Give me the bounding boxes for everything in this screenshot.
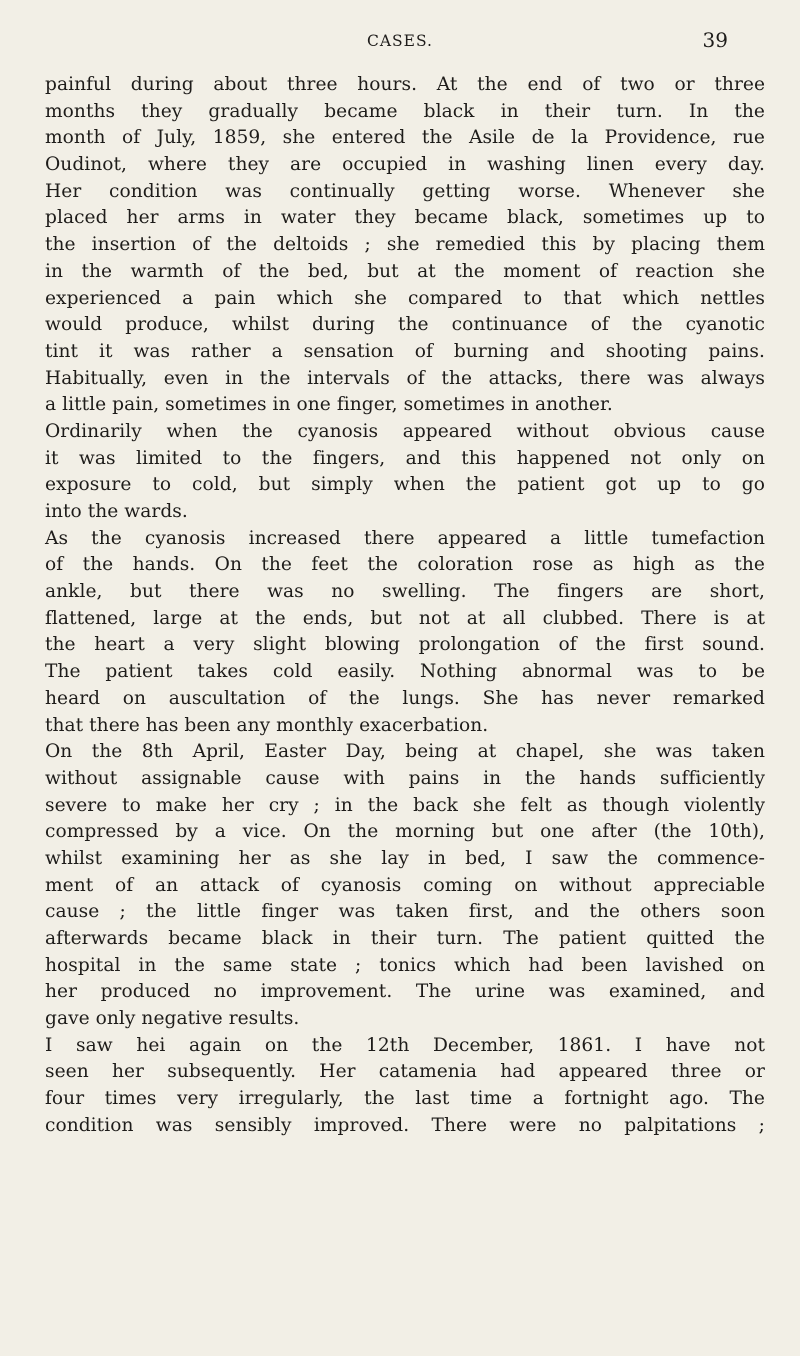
text-line: into the wards.	[45, 501, 188, 522]
text-line: The patient takes cold easily. Nothing abnormal was to be	[45, 661, 765, 683]
text-line: experienced a pain which she compared to that which nettles	[45, 287, 765, 309]
text-line: ankle, but there was no swelling. The fingers are short,	[45, 581, 765, 603]
text-line: the heart a very slight blowing prolongation of the first sound.	[45, 634, 765, 656]
text-line: gave only negative results.	[45, 1008, 300, 1030]
text-line: exposure to cold, but simply when the patient got up to go	[45, 474, 765, 496]
text-line: Habitually, even in the intervals of the attacks, there was always	[45, 367, 765, 389]
text-line: ment of an attack of cyanosis coming on without appreciable	[45, 874, 765, 896]
text-line: it was limited to the fingers, and this happened not only on	[45, 447, 765, 469]
text-line: As the cyanosis increased there appeared a little tumefaction	[45, 527, 765, 549]
running-head-title: CASES.	[367, 32, 433, 50]
text-line: months they gradually became black in their turn. In the	[45, 100, 765, 122]
text-line: whilst examining her as she lay in bed, I saw the commence-	[45, 847, 765, 869]
text-line: Ordinarily when the cyanosis appeared without obvious cause	[45, 420, 765, 442]
text-line: the insertion of the deltoids ; she remedied this by placing them	[45, 234, 765, 256]
text-line: a little pain, sometimes in one finger, sometimes in another.	[45, 394, 613, 416]
text-line: of the hands. On the feet the coloration rose as high as the	[45, 554, 765, 576]
text-line: heard on auscultation of the lungs. She has never remarked	[45, 687, 765, 709]
text-line: seen her subsequently. Her catamenia had appeared three or	[45, 1061, 765, 1083]
text-line: tint it was rather a sensation of burning and shooting pains.	[45, 340, 765, 362]
text-line: condition was sensibly improved. There were no palpitations ;	[45, 1114, 765, 1136]
text-line: afterwards became black in their turn. The patient quitted the	[45, 928, 765, 949]
text-line: hospital in the same state ; tonics which had been lavished on	[45, 954, 765, 976]
text-line: without assignable cause with pains in the hands sufficiently	[45, 767, 765, 789]
text-line: severe to make her cry ; in the back she felt as though violently	[45, 794, 765, 816]
page-number: 39	[702, 28, 728, 52]
text-line: in the warmth of the bed, but at the moment of reaction she	[45, 260, 765, 282]
text-line: month of July, 1859, she entered the Asile de la Providence, rue	[45, 127, 765, 149]
text-line: Her condition was continually getting worse. Whenever she	[45, 180, 765, 202]
text-line: compressed by a vice. On the morning but one after (the 10th),	[45, 821, 765, 843]
text-line: that there has been any monthly exacerbation.	[45, 714, 489, 736]
text-line: flattened, large at the ends, but not at all clubbed. There is at	[45, 607, 765, 629]
text-line: cause ; the little finger was taken first, and the others soon	[45, 901, 765, 923]
text-line: I saw hei again on the 12th December, 1861. I have not	[45, 1034, 765, 1056]
text-line: would produce, whilst during the continuance of the cyanotic	[45, 314, 765, 336]
text-line: four times very irregularly, the last time a fortnight ago. The	[45, 1088, 765, 1110]
text-line: Oudinot, where they are occupied in washing linen every day.	[45, 154, 765, 176]
text-line: On the 8th April, Easter Day, being at chapel, she was taken	[45, 741, 765, 763]
text-line: painful during about three hours. At the end of two or three	[45, 74, 765, 95]
text-line: her produced no improvement. The urine was examined, and	[45, 981, 765, 1003]
running-head	[0, 28, 800, 58]
text-line: placed her arms in water they became black, sometimes up to	[45, 207, 765, 229]
body-text	[45, 72, 765, 1140]
